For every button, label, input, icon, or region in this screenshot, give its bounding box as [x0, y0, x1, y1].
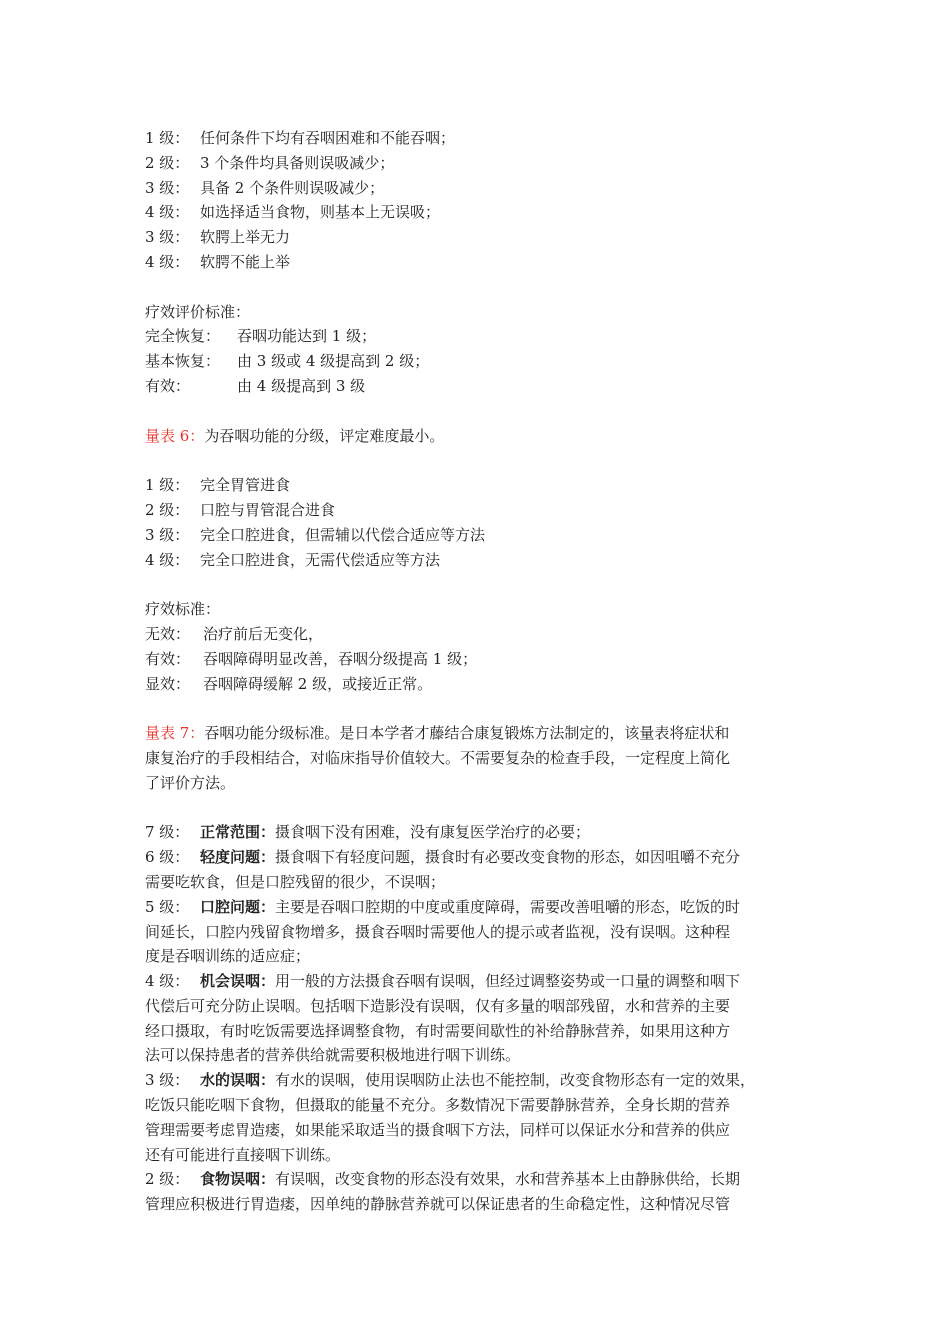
grade-line [145, 1068, 810, 1093]
grade-list-scale-7 [145, 820, 810, 1217]
evaluation-criteria [145, 300, 810, 399]
criteria-label: 显效： [145, 674, 191, 693]
grade-text: 完全口腔进食，但需辅以代偿合适应等方法 [200, 525, 486, 544]
grade-text: 摄食咽下有轻度问题，摄食时有必要改变食物的形态，如因咀嚼不充分 [275, 848, 741, 867]
list-item [145, 622, 810, 647]
criteria-text: 吞咽障碍缓解 2 级，或接近正常。 [203, 674, 433, 693]
list-item [145, 151, 810, 176]
grade-line: 需要吃软食，但是口腔残留的很少，不误咽； [145, 872, 446, 891]
grade-label: 5 级： [145, 897, 190, 916]
grade-list-scale-6 [145, 473, 810, 572]
grade-text: 有误咽，改变食物的形态没有效果，水和营养基本上由静脉供给，长期 [275, 1170, 741, 1189]
list-item [145, 225, 810, 250]
list-item [145, 324, 810, 349]
list-item [145, 349, 810, 374]
grade-label: 2 级： [145, 153, 190, 172]
grade-text: 如选择适当食物，则基本上无误吸； [200, 203, 441, 222]
grade-line [145, 969, 810, 994]
criteria-label: 无效： [145, 624, 191, 643]
grade-list-top [145, 126, 810, 275]
paragraph-line: 康复治疗的手段相结合，对临床指导价值较大。不需要复杂的检查手段，一定程度上简化 [145, 748, 731, 767]
grade-line: 还有可能进行直接咽下训练。 [145, 1145, 341, 1164]
grade-name: 机会误咽： [200, 972, 276, 991]
criteria-text: 由 4 级提高到 3 级 [237, 376, 366, 395]
grade-line: 间延长，口腔内残留食物增多，摄食吞咽时需要他人的提示或者监视，没有误咽。这种程 [145, 922, 731, 941]
grade-label: 1 级： [145, 129, 190, 147]
spacer [145, 572, 810, 597]
grade-text: 软腭不能上举 [200, 252, 291, 271]
criteria-label: 有效： [145, 376, 191, 395]
grade-name: 正常范围： [200, 823, 276, 842]
scale-6-heading [145, 424, 810, 449]
criteria-label: 基本恢复： [145, 352, 221, 371]
grade-line: 吃饭只能吃咽下食物，但摄取的能量不充分。多数情况下需要静脉营养，全身长期的营养 [145, 1096, 731, 1115]
criteria-label: 完全恢复： [145, 327, 221, 346]
grade-text: 口腔与胃管混合进食 [200, 500, 336, 519]
spacer [145, 399, 810, 424]
section-heading: 疗效标准： [145, 600, 221, 619]
spacer [145, 796, 810, 821]
list-item [145, 647, 810, 672]
grade-name: 水的误咽： [200, 1071, 276, 1090]
grade-entry [145, 969, 810, 1068]
grade-line: 管理需要考虑胃造瘘，如果能采取适当的摄食咽下方法，同样可以保证水分和营养的供应 [145, 1120, 731, 1139]
grade-label: 2 级： [145, 500, 190, 519]
list-item [145, 523, 810, 548]
spacer [145, 275, 810, 300]
grade-label: 4 级： [145, 203, 190, 222]
grade-label: 3 级： [145, 525, 190, 544]
grade-name: 食物误咽： [200, 1170, 276, 1189]
spacer [145, 696, 810, 721]
grade-line: 管理应积极进行胃造瘘，因单纯的静脉营养就可以保证患者的生命稳定性，这种情况尽管 [145, 1195, 731, 1214]
grade-label: 6 级： [145, 848, 190, 867]
grade-line: 度是吞咽训练的适应症； [145, 947, 311, 966]
grade-text: 有水的误咽，使用误咽防止法也不能控制，改变食物形态有一定的效果， [275, 1071, 756, 1090]
paragraph-text: 吞咽功能分级标准。是日本学者才藤结合康复锻炼方法制定的，该量表将症状和 [204, 724, 730, 743]
grade-text: 主要是吞咽口腔期的中度或重度障碍，需要改善咀嚼的形态，吃饭的时 [275, 897, 741, 916]
grade-text: 3 个条件均具备则误吸减少； [200, 153, 395, 172]
list-item [145, 374, 810, 399]
grade-label: 4 级： [145, 972, 190, 991]
document-page [145, 126, 810, 1217]
scale-description: 为吞咽功能的分级，评定难度最小。 [204, 426, 445, 445]
grade-name: 轻度问题： [200, 848, 276, 867]
grade-line: 法可以保持患者的营养供给就需要积极地进行咽下训练。 [145, 1046, 521, 1065]
grade-text: 用一般的方法摄食吞咽有误咽，但经过调整姿势或一口量的调整和咽下 [275, 972, 741, 991]
grade-name: 口腔问题： [200, 897, 276, 916]
criteria-text: 由 3 级或 4 级提高到 2 级； [237, 352, 430, 371]
spacer [145, 448, 810, 473]
section-heading: 疗效评价标准： [145, 302, 251, 321]
list-item [145, 548, 810, 573]
grade-label: 7 级： [145, 823, 190, 842]
criteria-label: 有效： [145, 649, 191, 668]
grade-text: 具备 2 个条件则误吸减少； [200, 178, 385, 197]
criteria-text: 吞咽障碍明显改善，吞咽分级提高 1 级； [203, 649, 478, 668]
grade-entry [145, 895, 810, 969]
grade-entry [145, 1167, 810, 1217]
scale-title: 量表 6： [145, 426, 205, 445]
grade-entry [145, 1068, 810, 1167]
scale-7-paragraph [145, 721, 810, 795]
scale-title: 量表 7： [145, 724, 205, 743]
list-item [145, 473, 810, 498]
grade-label: 4 级： [145, 252, 190, 271]
paragraph-line: 了评价方法。 [145, 773, 236, 792]
grade-line [145, 1167, 810, 1192]
grade-line: 经口摄取，有时吃饭需要选择调整食物，有时需要间歇性的补给静脉营养，如果用这种方 [145, 1021, 731, 1040]
list-item [145, 250, 810, 275]
list-item [145, 672, 810, 697]
list-item [145, 200, 810, 225]
grade-label: 2 级： [145, 1170, 190, 1189]
grade-text: 软腭上举无力 [200, 228, 291, 247]
grade-line [145, 845, 810, 870]
criteria-text: 吞咽功能达到 1 级； [237, 327, 377, 346]
grade-line [145, 820, 810, 845]
list-item [145, 176, 810, 201]
grade-text: 任何条件下均有吞咽困难和不能吞咽； [200, 129, 456, 147]
grade-entry [145, 845, 810, 895]
grade-text: 摄食咽下没有困难，没有康复医学治疗的必要； [275, 823, 591, 842]
list-item [145, 498, 810, 523]
efficacy-criteria [145, 597, 810, 696]
grade-label: 1 级： [145, 476, 190, 495]
criteria-text: 治疗前后无变化， [203, 624, 324, 643]
grade-line [145, 895, 810, 920]
grade-line: 代偿后可充分防止误咽。包括咽下造影没有误咽，仅有多量的咽部残留，水和营养的主要 [145, 996, 731, 1015]
grade-text: 完全口腔进食，无需代偿适应等方法 [200, 550, 441, 569]
grade-text: 完全胃管进食 [200, 476, 291, 495]
paragraph-line [145, 721, 810, 746]
grade-label: 3 级： [145, 178, 190, 197]
grade-entry [145, 820, 810, 845]
list-item [145, 126, 810, 151]
grade-label: 4 级： [145, 550, 190, 569]
grade-label: 3 级： [145, 228, 190, 247]
grade-label: 3 级： [145, 1071, 190, 1090]
